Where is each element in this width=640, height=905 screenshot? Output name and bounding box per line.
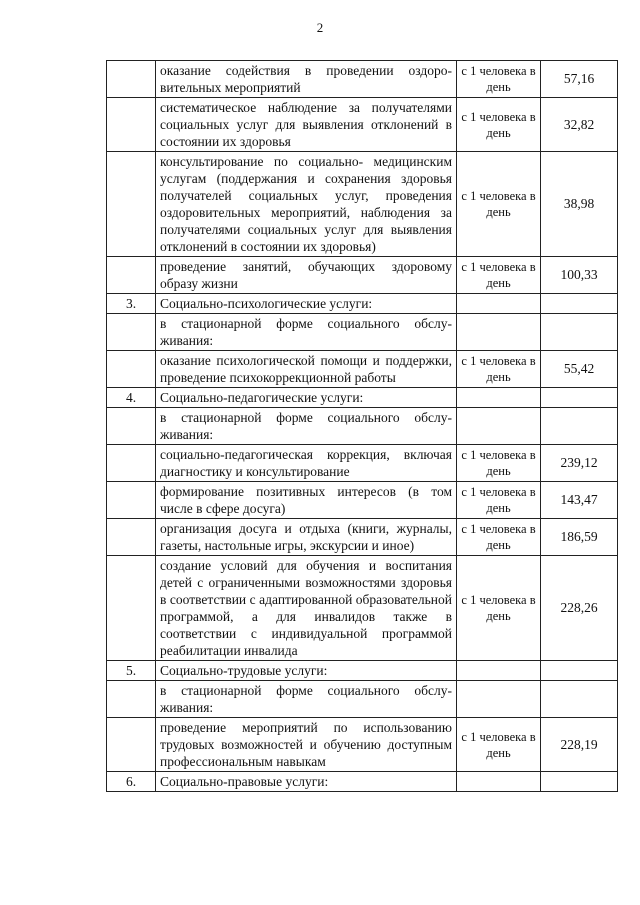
unit-cell: с 1 человека в день: [457, 482, 541, 519]
table-row: [107, 519, 618, 556]
row-number-cell: [107, 718, 156, 772]
row-number-cell: [107, 257, 156, 294]
table-row: [107, 482, 618, 519]
unit-cell: с 1 человека в день: [457, 61, 541, 98]
service-description-cell: социально-педагогическая коррекция, включая диагностику и консультирование: [156, 445, 457, 482]
unit-cell: с 1 человека в день: [457, 519, 541, 556]
service-description-cell: формирование позитивных интересов (в том числе в сфере досуга): [156, 482, 457, 519]
service-description-cell: в стационарной форме социального обслуживания:: [156, 314, 457, 351]
table-row: [107, 408, 618, 445]
price-cell: 100,33: [541, 257, 618, 294]
service-description-cell: консультирование по социально- медицинским услугам (поддержания и сохранения здоровья получателей социальных услуг, проведения оздоровительных мероприятий, наблюдения за получателями социальных услуг для выявления отклонений в состоянии их здоровья): [156, 152, 457, 257]
price-cell: [541, 661, 618, 681]
price-cell: 57,16: [541, 61, 618, 98]
service-description-cell: создание условий для обучения и воспитания детей с ограниченными возможностями здоровья в соответствии с адаптированной образовательной программой, а для инвалидов также в соответствии с индивидуальной программой реабилитации инвалида: [156, 556, 457, 661]
price-cell: 32,82: [541, 98, 618, 152]
price-cell: [541, 314, 618, 351]
row-number-cell: [107, 61, 156, 98]
row-number-cell: 3.: [107, 294, 156, 314]
service-description-cell: Социально-правовые услуги:: [156, 772, 457, 792]
category-row: [107, 661, 618, 681]
service-description-cell: Социально-педагогические услуги:: [156, 388, 457, 408]
unit-cell: [457, 388, 541, 408]
price-cell: 186,59: [541, 519, 618, 556]
service-description-cell: проведение мероприятий по использованию трудовых возможностей и обучению доступным профессиональным навыкам: [156, 718, 457, 772]
service-description-cell: организация досуга и отдыха (книги, журналы, газеты, настольные игры, экскурсии и иное): [156, 519, 457, 556]
row-number-cell: 5.: [107, 661, 156, 681]
unit-cell: [457, 772, 541, 792]
price-cell: [541, 681, 618, 718]
services-table: [106, 60, 618, 792]
category-row: [107, 772, 618, 792]
row-number-cell: [107, 351, 156, 388]
row-number-cell: [107, 519, 156, 556]
price-cell: 38,98: [541, 152, 618, 257]
row-number-cell: [107, 98, 156, 152]
price-cell: [541, 294, 618, 314]
price-cell: 143,47: [541, 482, 618, 519]
price-cell: [541, 408, 618, 445]
unit-cell: [457, 314, 541, 351]
unit-cell: [457, 408, 541, 445]
table-body: [107, 61, 618, 792]
table-row: [107, 152, 618, 257]
service-description-cell: в стационарной форме социального обслуживания:: [156, 681, 457, 718]
row-number-cell: 4.: [107, 388, 156, 408]
unit-cell: с 1 человека в день: [457, 98, 541, 152]
row-number-cell: [107, 314, 156, 351]
row-number-cell: [107, 681, 156, 718]
table-row: [107, 718, 618, 772]
service-description-cell: Социально-трудовые услуги:: [156, 661, 457, 681]
table-row: [107, 351, 618, 388]
row-number-cell: [107, 445, 156, 482]
service-description-cell: в стационарной форме социального обслуживания:: [156, 408, 457, 445]
unit-cell: с 1 человека в день: [457, 718, 541, 772]
page-number: 2: [316, 20, 324, 35]
table-row: [107, 257, 618, 294]
row-number-cell: [107, 408, 156, 445]
table-row: [107, 681, 618, 718]
table-row: [107, 445, 618, 482]
unit-cell: с 1 человека в день: [457, 351, 541, 388]
category-row: [107, 388, 618, 408]
unit-cell: с 1 человека в день: [457, 556, 541, 661]
service-description-cell: систематическое наблюдение за получателями социальных услуг для выявления отклонений в состоянии их здоровья: [156, 98, 457, 152]
category-row: [107, 294, 618, 314]
price-cell: 55,42: [541, 351, 618, 388]
row-number-cell: [107, 556, 156, 661]
price-cell: [541, 772, 618, 792]
price-cell: 228,26: [541, 556, 618, 661]
unit-cell: с 1 человека в день: [457, 257, 541, 294]
unit-cell: [457, 294, 541, 314]
row-number-cell: [107, 482, 156, 519]
unit-cell: с 1 человека в день: [457, 152, 541, 257]
row-number-cell: 6.: [107, 772, 156, 792]
table-row: [107, 556, 618, 661]
unit-cell: [457, 661, 541, 681]
row-number-cell: [107, 152, 156, 257]
unit-cell: [457, 681, 541, 718]
table-row: [107, 314, 618, 351]
service-description-cell: оказание содействия в проведении оздоровительных мероприятий: [156, 61, 457, 98]
table-row: [107, 98, 618, 152]
service-description-cell: Социально-психологические услуги:: [156, 294, 457, 314]
service-description-cell: оказание психологической помощи и поддержки, проведение психокоррекционной работы: [156, 351, 457, 388]
price-cell: 228,19: [541, 718, 618, 772]
price-cell: [541, 388, 618, 408]
price-cell: 239,12: [541, 445, 618, 482]
table-row: [107, 61, 618, 98]
service-description-cell: проведение занятий, обучающих здоровому образу жизни: [156, 257, 457, 294]
unit-cell: с 1 человека в день: [457, 445, 541, 482]
